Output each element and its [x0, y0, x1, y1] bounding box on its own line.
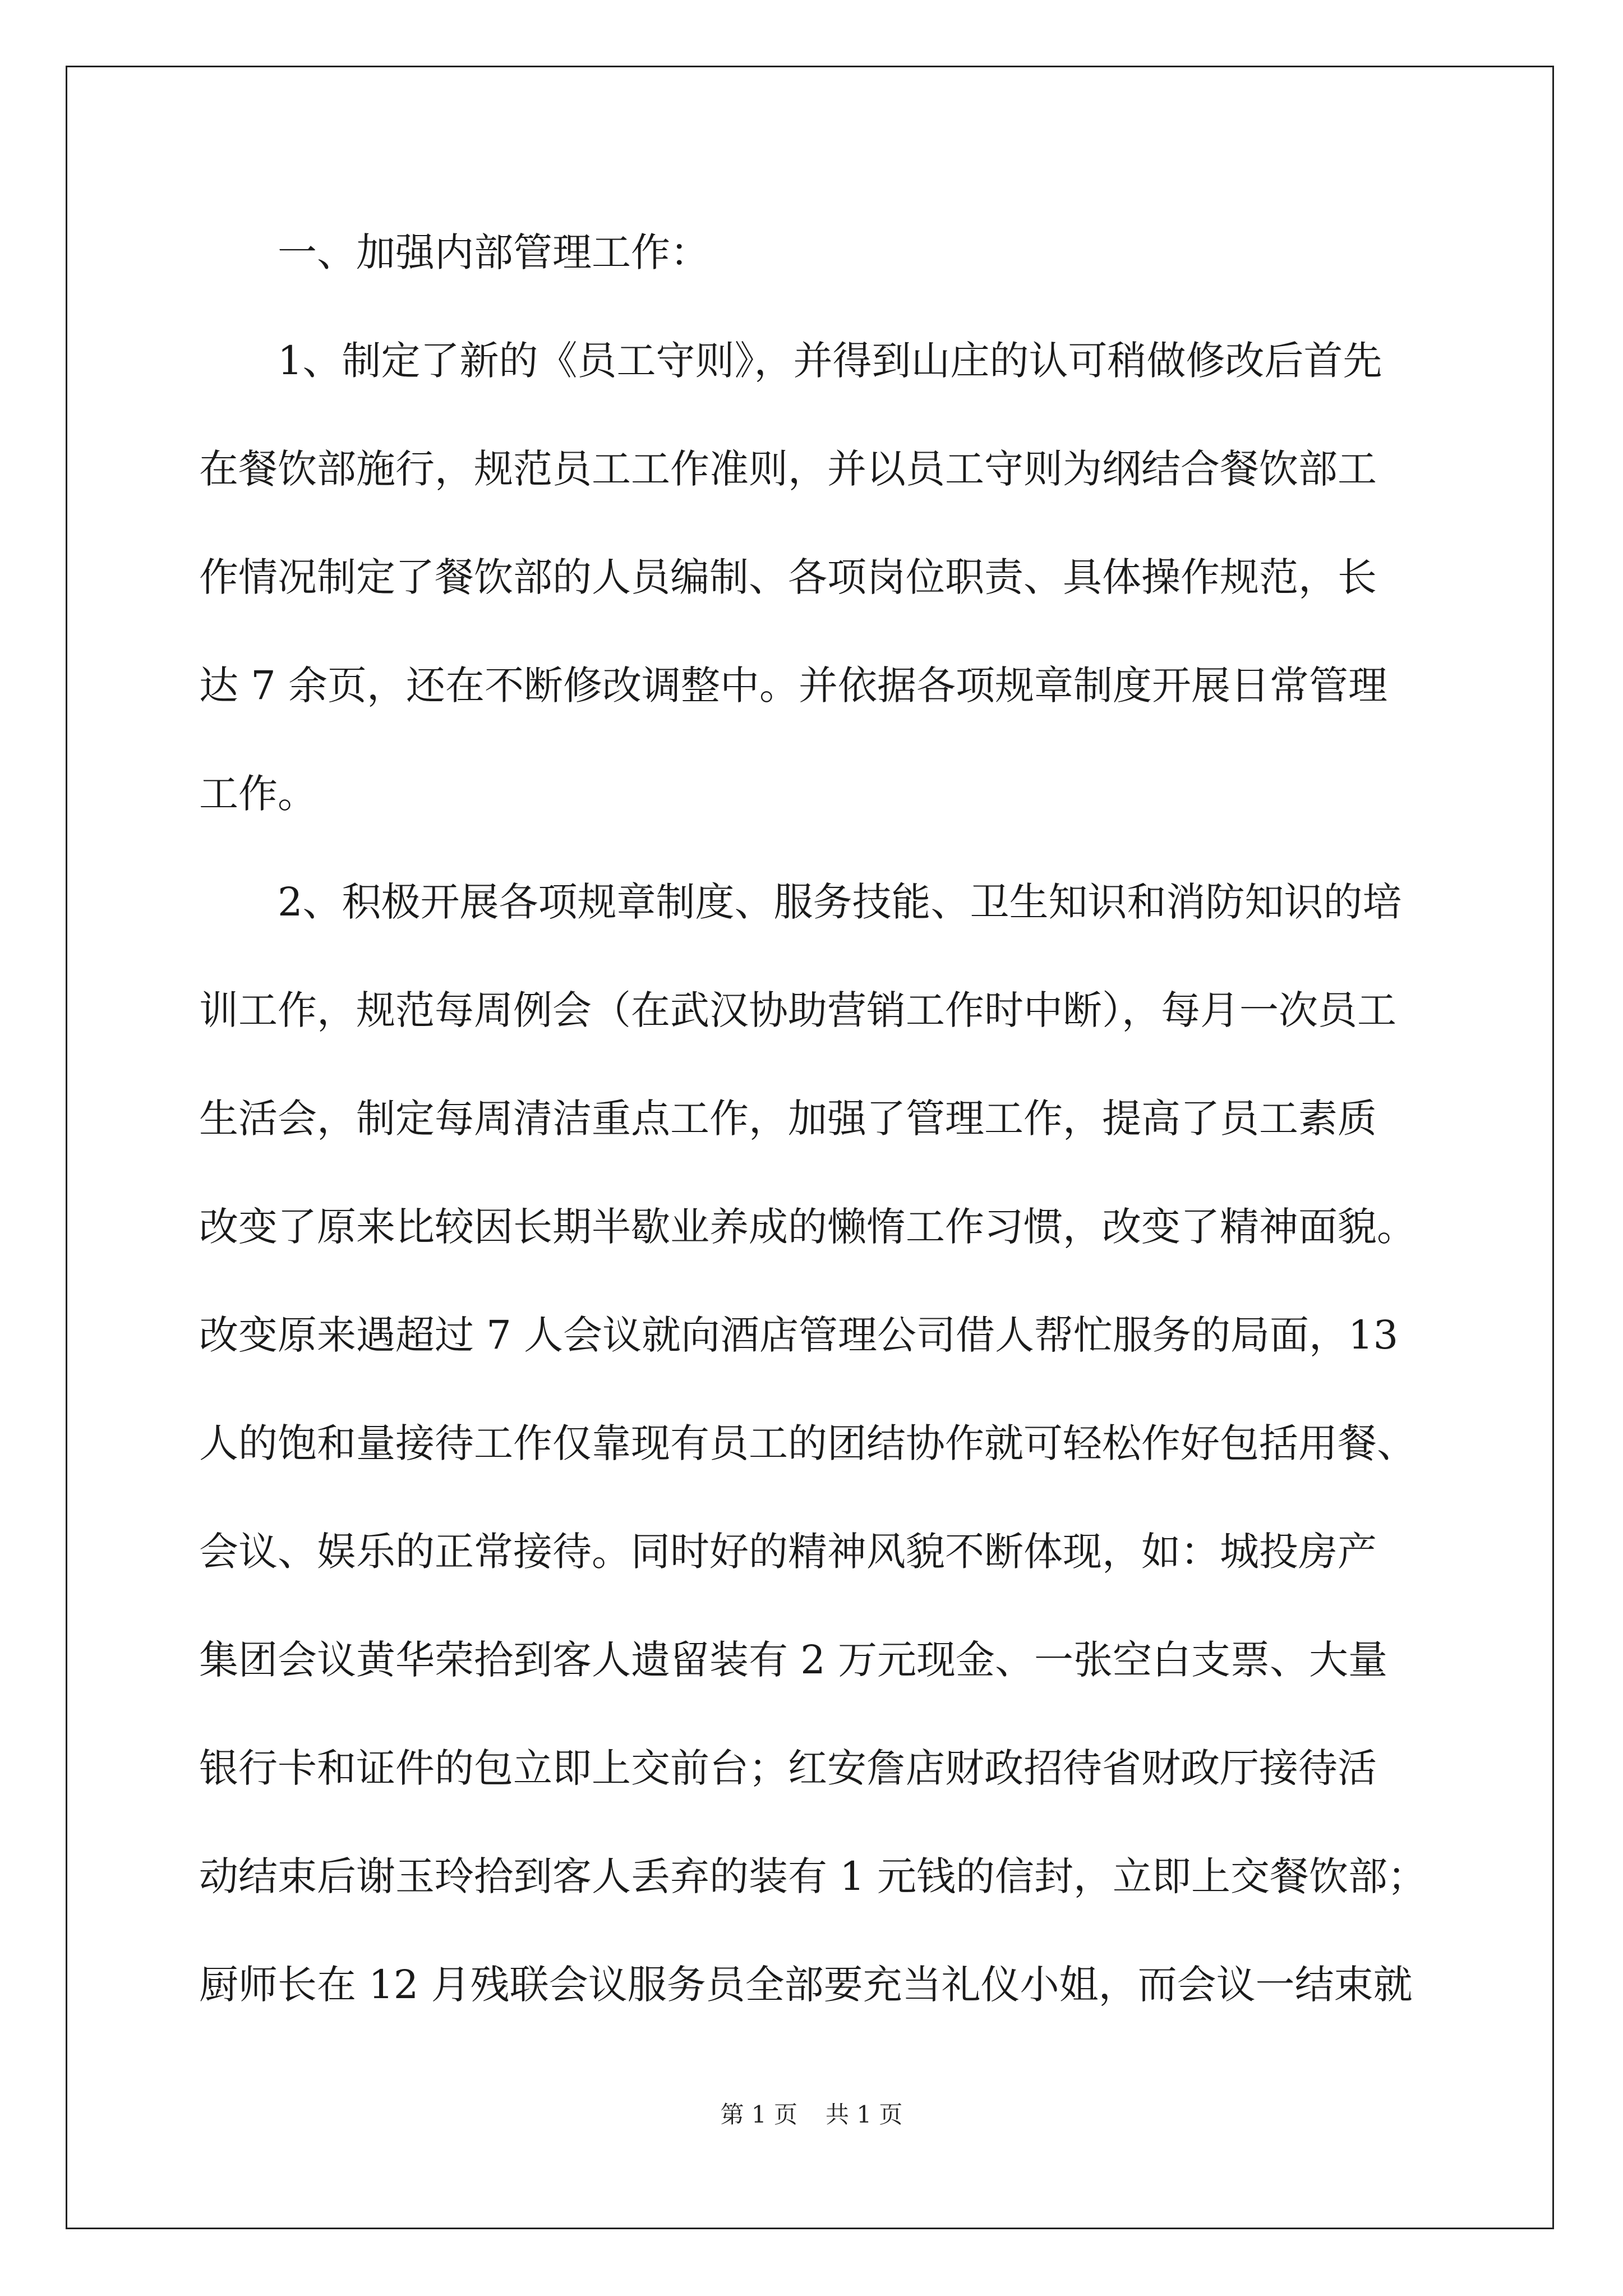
paragraph-line: 会议、娱乐的正常接待。同时好的精神风貌不断体现，如：城投房产 [199, 1529, 1377, 1575]
page-footer [0, 2098, 1623, 2132]
page-number-current: 第 1 页 [720, 2101, 797, 2128]
paragraph-line: 人的饱和量接待工作仅靠现有员工的团结协作就可轻松作好包括用餐、 [199, 1420, 1416, 1466]
paragraph-line: 厨师长在 12 月残联会议服务员全部要充当礼仪小姐，而会议一结束就 [199, 1962, 1413, 2008]
paragraph-line: 改变原来遇超过 7 人会议就向酒店管理公司借人帮忙服务的局面，13 [199, 1312, 1399, 1358]
paragraph-line: 生活会，制定每周清洁重点工作，加强了管理工作，提高了员工素质 [199, 1096, 1377, 1142]
paragraph-line: 改变了原来比较因长期半歇业养成的懒惰工作习惯，改变了精神面貌。 [199, 1204, 1416, 1250]
paragraph-line: 集团会议黄华荣拾到客人遗留装有 2 万元现金、一张空白支票、大量 [199, 1637, 1388, 1683]
paragraph-line: 银行卡和证件的包立即上交前台；红安詹店财政招待省财政厅接待活 [199, 1745, 1377, 1791]
section-heading: 一、加强内部管理工作： [278, 229, 709, 275]
page-border [66, 66, 1554, 2229]
paragraph-line: 工作。 [199, 771, 317, 817]
paragraph-line: 训工作，规范每周例会（在武汉协助营销工作时中断），每月一次员工 [199, 987, 1396, 1033]
paragraph-line: 作情况制定了餐饮部的人员编制、各项岗位职责、具体操作规范，长 [199, 554, 1377, 600]
paragraph-line: 在餐饮部施行，规范员工工作准则，并以员工守则为纲结合餐饮部工 [199, 446, 1377, 492]
page-number-total: 共 1 页 [826, 2101, 903, 2128]
paragraph-line: 2、积极开展各项规章制度、服务技能、卫生知识和消防知识的培 [278, 879, 1402, 925]
paragraph-line: 达 7 余页，还在不断修改调整中。并依据各项规章制度开展日常管理 [199, 662, 1388, 708]
paragraph-line: 动结束后谢玉玲拾到客人丢弃的装有 1 元钱的信封，立即上交餐饮部； [199, 1853, 1427, 1899]
paragraph-line: 1、制定了新的《员工守则》，并得到山庄的认可稍做修改后首先 [278, 338, 1382, 384]
